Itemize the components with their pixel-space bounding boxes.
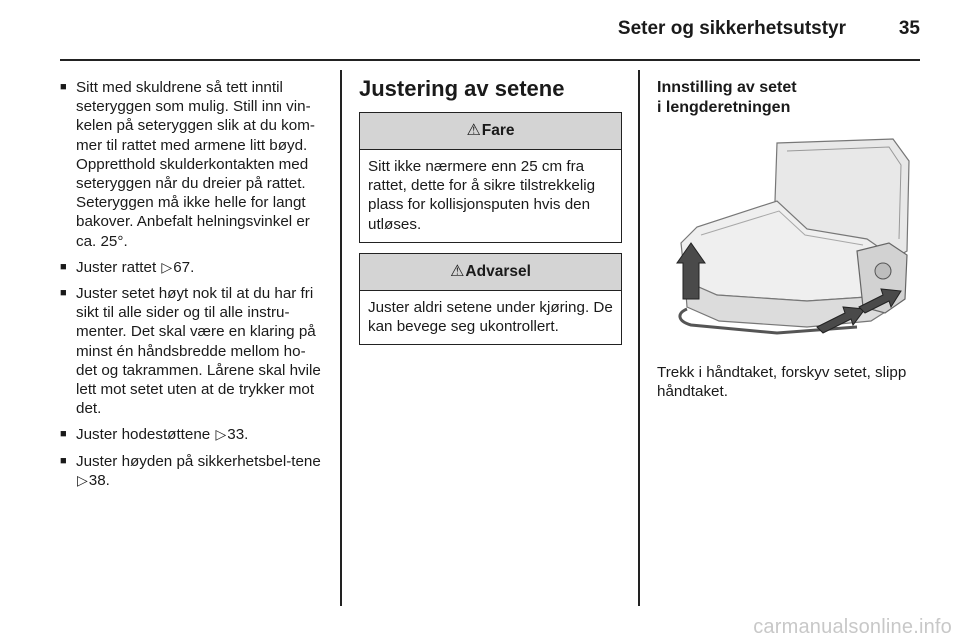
figure-caption: Trekk i håndtaket, forskyv setet, slipp håndtaket.: [657, 364, 907, 401]
page-number: 35: [898, 18, 920, 39]
cross-reference-page[interactable]: 33.: [227, 426, 249, 444]
bullet-square-icon: ■: [60, 287, 67, 300]
list-item: [60, 284, 326, 418]
warning-triangle-icon: ⚠: [466, 122, 481, 139]
bullet-square-icon: ■: [60, 454, 67, 467]
list-item: [60, 258, 326, 277]
longitudinal-adjustment-section: [657, 78, 923, 401]
list-item-text: Juster hodestøttene: [76, 426, 211, 444]
list-item-text: Juster setet høyt nok til at du har fri sikt til alle sider og til alle instru-menter. Det skal være en klaring på minst én håndsbredde mellom ho-det og takrammen. Lårene skal hvile lett mot setet uten at de trykker mot det.: [76, 285, 321, 418]
header-divider: [60, 59, 920, 61]
danger-notice: [359, 112, 622, 243]
list-item: [60, 425, 326, 444]
bullet-square-icon: ■: [60, 260, 67, 273]
bullet-square-icon: ■: [60, 81, 67, 93]
subsection-title-line2: i lengderetningen: [657, 98, 791, 116]
list-item: [60, 452, 326, 490]
list-item-text: Sitt med skuldrene så tett inntil seteryggen som mulig. Still inn vin-kelen på seteryggen slik at du kom-mer til rattet med armene litt bøyd. Oppretthold skulderkontakten med seteryggen når du dreier på rattet. Seteryggen må ikke helle for langt bakover. Anbefalt helningsvinkel er ca. 25°.: [76, 79, 315, 250]
warning-triangle-icon: ⚠: [450, 262, 465, 280]
cross-reference-icon: ▷: [77, 471, 88, 488]
bullet-list: [60, 78, 326, 497]
cross-reference-page[interactable]: 67.: [173, 258, 195, 276]
column-divider-left: [340, 70, 342, 606]
notice-heading: Advarsel: [465, 262, 531, 280]
cross-reference-page[interactable]: 38.: [88, 471, 110, 489]
cross-reference-icon: ▷: [161, 258, 173, 275]
subsection-title-line1: Innstilling av setet: [657, 79, 797, 96]
cross-reference-icon: ▷: [215, 426, 227, 443]
notice-heading: Fare: [481, 122, 515, 139]
section-title: Justering av setene: [359, 76, 565, 101]
list-item-text: Juster rattet: [76, 258, 157, 276]
notice-body: Sitt ikke nærmere enn 25 cm fra rattet, dette for å sikre tilstrekkelig plass for kollisjonsputen hvis den utløses.: [368, 158, 596, 233]
list-item: [60, 78, 326, 251]
list-item-text: Juster høyden på sikkerhetsbel-tene: [76, 452, 321, 470]
notice-body: Juster aldri setene under kjøring. De kan bevege seg ukontrollert.: [368, 298, 613, 336]
seat-adjustment-illustration: [657, 131, 917, 343]
bullet-square-icon: ■: [60, 428, 67, 441]
watermark: carmanualsonline.info: [753, 616, 952, 638]
column-divider-right: [638, 70, 640, 606]
seat-adjustment-section: [359, 76, 622, 355]
header-title: Seter og sikkerhetsutstyr: [617, 18, 846, 39]
warning-notice: [359, 253, 622, 345]
